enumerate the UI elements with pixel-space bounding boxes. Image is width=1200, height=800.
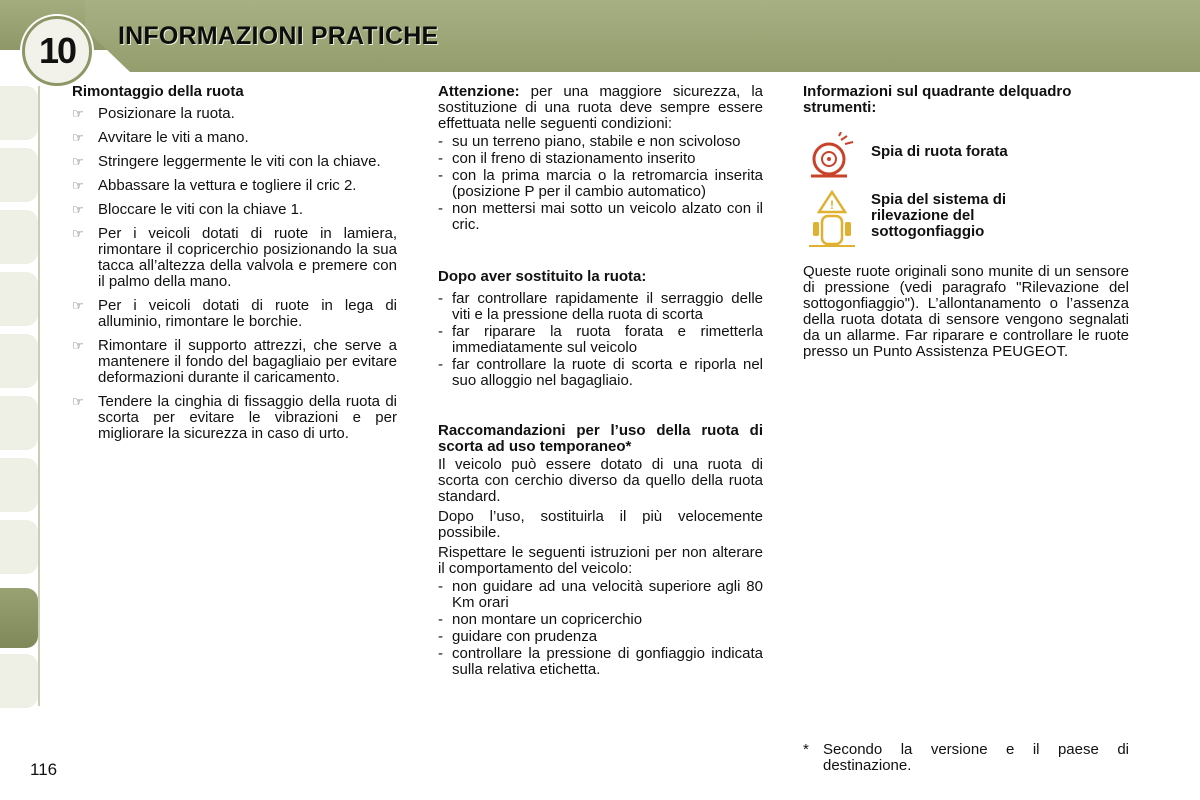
- pointing-hand-icon: ☞: [72, 298, 84, 313]
- list-item: - con il freno di stazionamento inserito: [438, 151, 763, 167]
- list-item: - non guidare ad una velocità superiore agli 80 Km orari: [438, 579, 763, 611]
- pointing-hand-icon: ☞: [72, 338, 84, 353]
- list-item: - controllare la pressione di gonfiaggio indicata sulla relativa etichetta.: [438, 646, 763, 678]
- paragraph: Il veicolo può essere dotato di una ruota di scorta con cerchio diverso da quello della ruota standard.: [438, 456, 763, 505]
- list-item: ☞ Tendere la cinghia di fissaggio della ruota di scorta per evitare le vibrazioni e per migliorare la sicurezza in caso di urto.: [72, 393, 397, 442]
- list-item: - far controllare la ruote di scorta e riporla nel suo alloggio nel bagagliaio.: [438, 357, 763, 389]
- attention-paragraph: Attenzione: per una maggiore sicurezza, la sostituzione di una ruota deve sempre essere effettuata nelle seguenti condizioni:: [438, 83, 764, 132]
- pointing-hand-icon: ☞: [72, 106, 84, 121]
- list-item: ☞ Avvitare le viti a mano.: [72, 129, 249, 146]
- chapter-tab[interactable]: [0, 396, 38, 450]
- spia-label: Spia di ruota forata: [871, 143, 1008, 160]
- pointing-hand-icon: ☞: [72, 226, 84, 241]
- list-item: - far riparare la ruota forata e rimetterla immediatamente sul veicolo: [438, 324, 763, 356]
- chapter-number-badge: 10: [22, 16, 92, 86]
- section-heading: Dopo aver sostituito la ruota:: [438, 268, 647, 285]
- chapter-tab[interactable]: [0, 334, 38, 388]
- footnote-mark: *: [803, 741, 809, 758]
- pointing-hand-icon: ☞: [72, 130, 84, 145]
- section-heading: Rimontaggio della ruota: [72, 83, 244, 100]
- flat-tyre-warning-icon: [807, 132, 857, 180]
- list-item: ☞ Rimontare il supporto attrezzi, che serve a mantenere il fondo del bagagliaio per evitare deformazioni durante il caricamento.: [72, 337, 397, 386]
- list-item: ☞ Abbassare la vettura e togliere il cric 2.: [72, 177, 357, 194]
- chapter-tab[interactable]: [0, 272, 38, 326]
- side-rail-line: [38, 86, 40, 706]
- list-item: - non mettersi mai sotto un veicolo alzato con il cric.: [438, 201, 763, 233]
- list-item: ☞ Posizionare la ruota.: [72, 105, 235, 122]
- list-item: ☞ Per i veicoli dotati di ruote in lamiera, rimontare il copricerchio posizionando la sua tacca all’altezza della valvola e premere con il palmo della mano.: [72, 225, 397, 290]
- pointing-hand-icon: ☞: [72, 202, 84, 217]
- chapter-tab[interactable]: [0, 86, 38, 140]
- chapter-tab[interactable]: [0, 210, 38, 264]
- list-item: - su un terreno piano, stabile e non scivoloso: [438, 134, 763, 150]
- spia-label: Spia del sistema di rilevazione del sottogonfiaggio: [871, 191, 1007, 240]
- svg-text:!: !: [830, 198, 834, 212]
- list-item: - non montare un copricerchio: [438, 612, 763, 628]
- list-item: ☞ Stringere leggermente le viti con la chiave.: [72, 153, 381, 170]
- list-item: ☞ Per i veicoli dotati di ruote in lega di alluminio, rimontare le borchie.: [72, 297, 397, 330]
- attention-label: Attenzione:: [438, 83, 520, 100]
- spia-underinflation: [803, 190, 1129, 260]
- chapter-tab[interactable]: [0, 654, 38, 708]
- chapter-tab[interactable]: [0, 458, 38, 512]
- pointing-hand-icon: ☞: [72, 154, 84, 169]
- list-item: ☞ Bloccare le viti con la chiave 1.: [72, 201, 304, 218]
- page-number: 116: [30, 760, 58, 779]
- after-list: [438, 291, 763, 389]
- column-left: [72, 84, 397, 450]
- pointing-hand-icon: ☞: [72, 394, 84, 409]
- list-item: - con la prima marcia o la retromarcia inserita (posizione P per il cambio automatico): [438, 168, 763, 200]
- footnote: [803, 742, 1129, 774]
- section-heading: Informazioni sul quadrante delquadro strumenti:: [803, 83, 1072, 116]
- column-right: [803, 84, 1129, 360]
- conditions-list: [438, 134, 763, 233]
- reco-list: [438, 579, 763, 678]
- spia-flat-tyre: [803, 132, 1129, 190]
- pointing-hand-icon: ☞: [72, 178, 84, 193]
- list-item: - guidare con prudenza: [438, 629, 763, 645]
- chapter-title: INFORMAZIONI PRATICHE: [118, 22, 439, 50]
- section-heading: Raccomandazioni per l’uso della ruota di scorta ad uso temporaneo*: [438, 422, 763, 455]
- paragraph: Dopo l’uso, sostituirla il più velocemente possibile.: [438, 508, 763, 541]
- tyre-underinflation-warning-icon: [807, 190, 857, 248]
- footnote-text: Secondo la versione e il paese di destinazione.: [823, 741, 1129, 774]
- chapter-tab[interactable]: [0, 520, 38, 574]
- paragraph: Queste ruote originali sono munite di un sensore di pressione (vedi paragrafo "Rilevazione del sottogonfiaggio"). L’allontanamento o l’assenza della ruota dotata di sensore vengono segnalati da un allarme. Far riparare e controllare le ruote presso un Punto Assistenza PEUGEOT.: [803, 263, 1129, 360]
- chapter-tab-active[interactable]: [0, 588, 38, 648]
- list-item: - far controllare rapidamente il serraggio delle viti e la pressione della ruota di scorta: [438, 291, 763, 323]
- instruction-list: [72, 106, 397, 442]
- chapter-tab[interactable]: [0, 148, 38, 202]
- column-middle: [438, 84, 763, 679]
- paragraph: Rispettare le seguenti istruzioni per non alterare il comportamento del veicolo:: [438, 544, 763, 577]
